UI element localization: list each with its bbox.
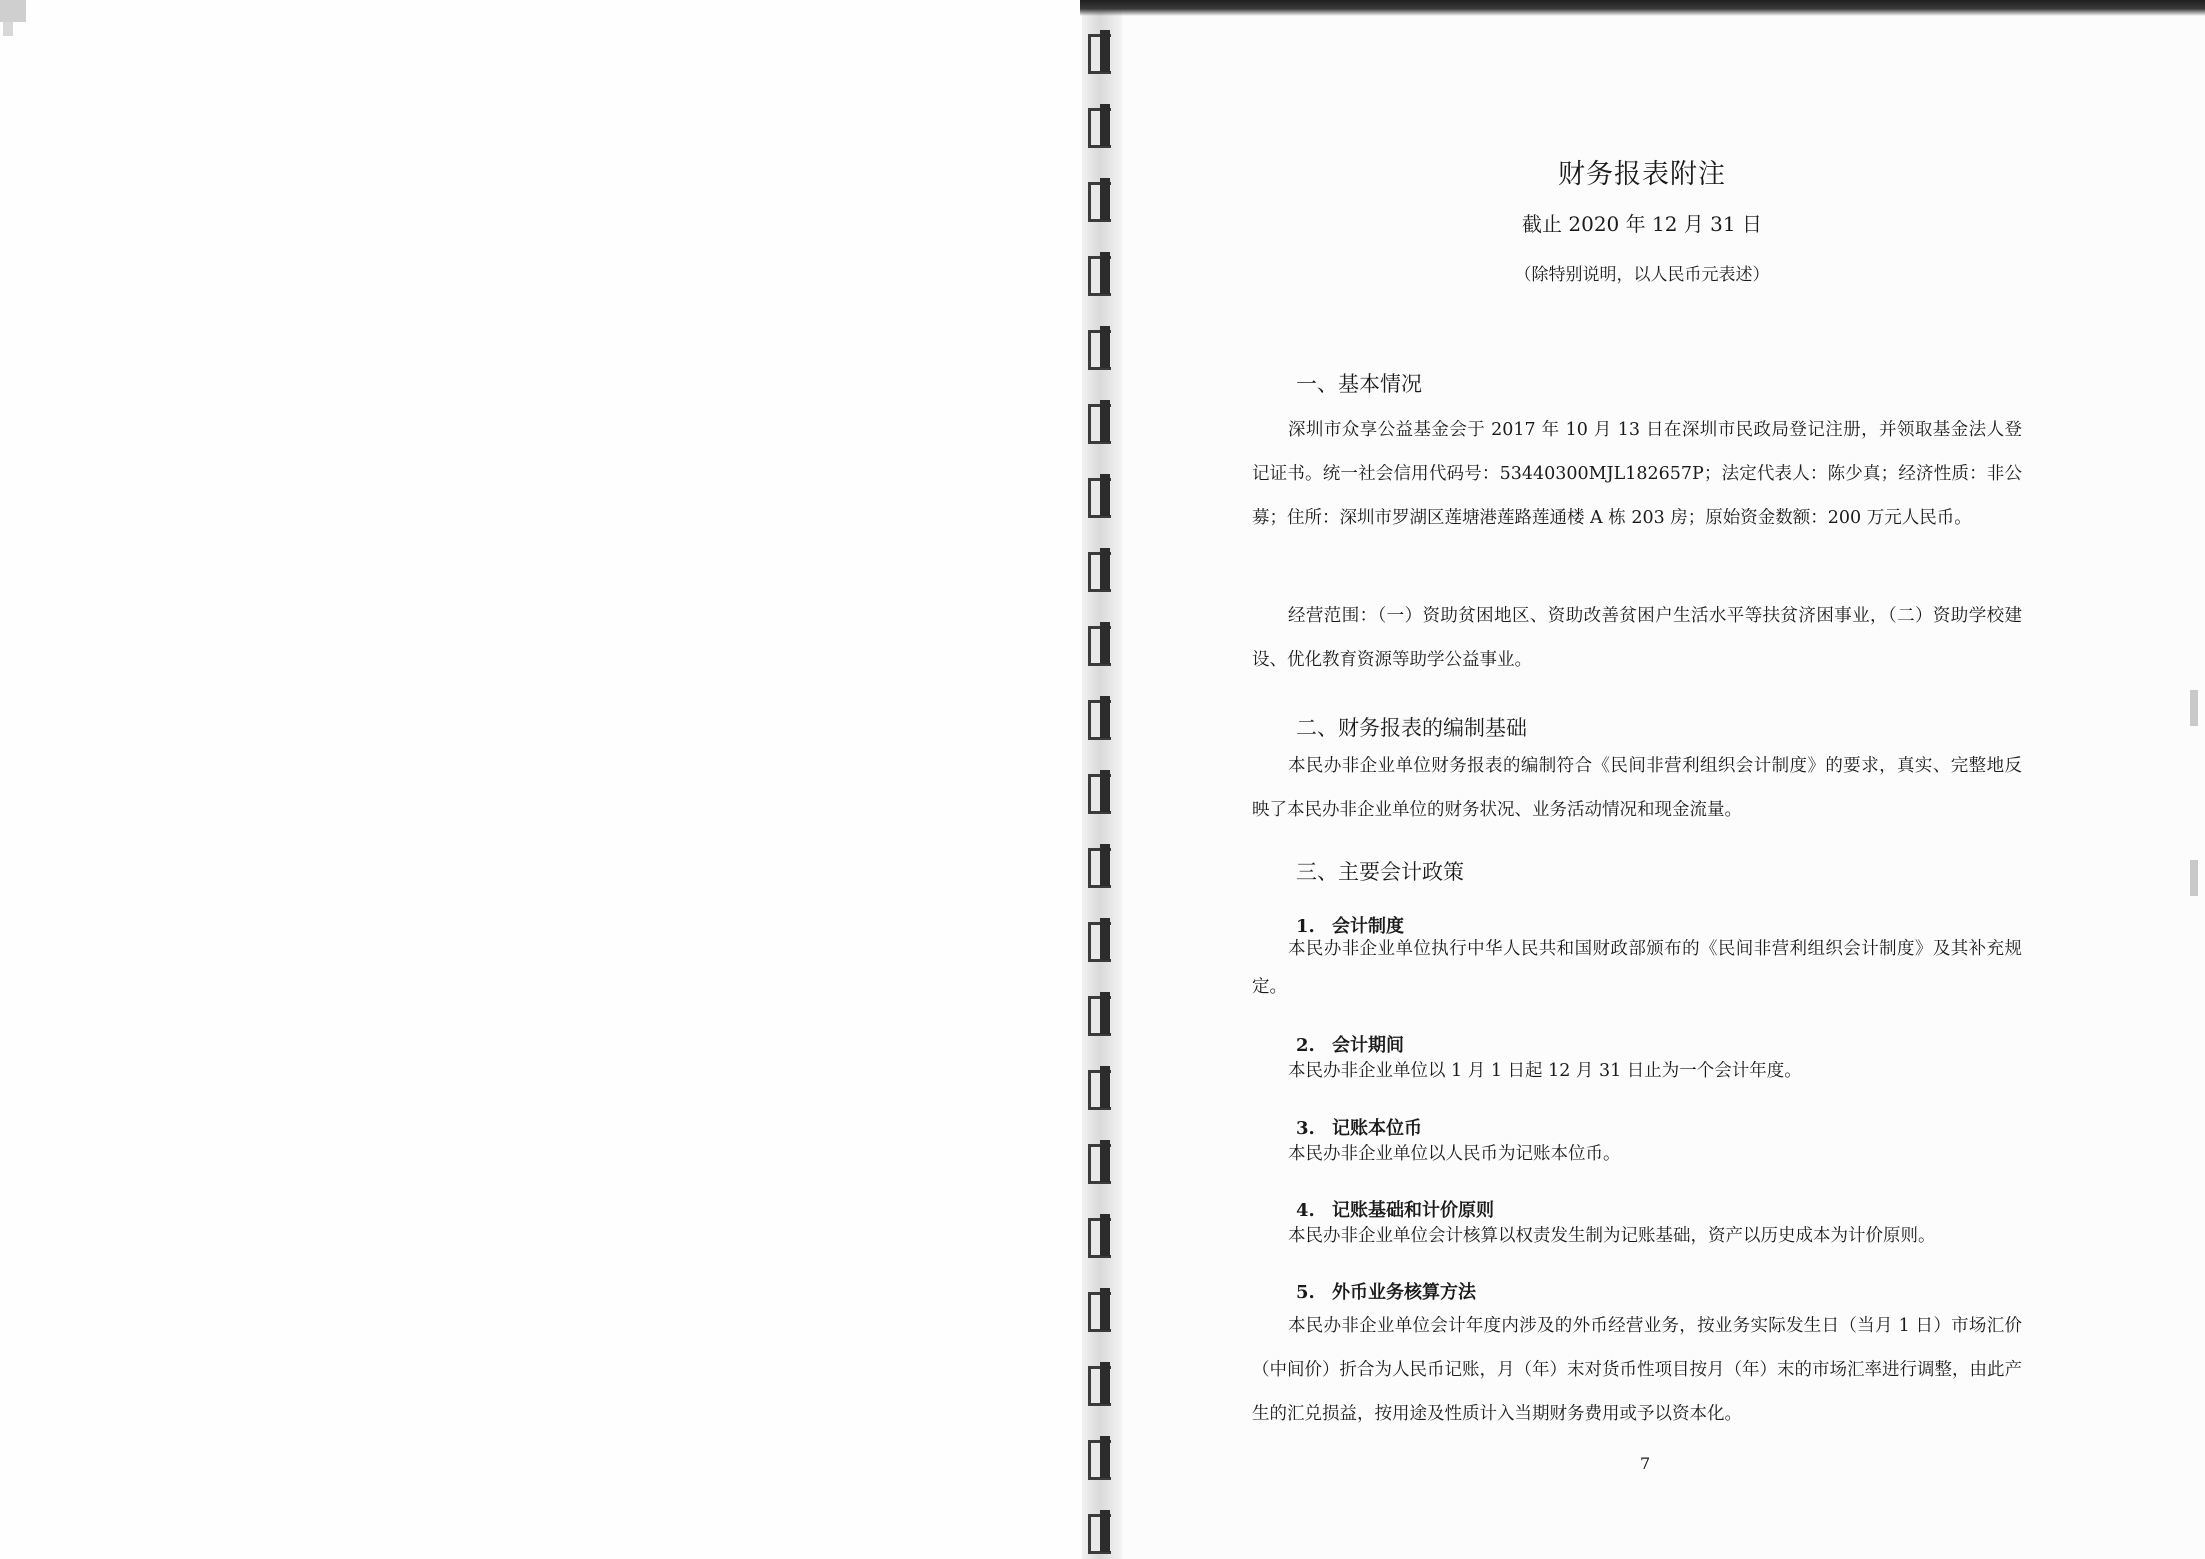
edge-mark bbox=[2190, 860, 2198, 896]
binding-ring bbox=[1088, 178, 1114, 220]
binding-ring bbox=[1088, 918, 1114, 960]
policy-item-heading: 3. 记账本位币 bbox=[1296, 1118, 1422, 1139]
binding-ring bbox=[1088, 1066, 1114, 1108]
binding-ring bbox=[1088, 622, 1114, 664]
page-number: 7 bbox=[1640, 1454, 1651, 1473]
currency-note: （除特别说明，以人民币元表述） bbox=[1514, 265, 1770, 285]
policy-item-text: 本民办非企业单位执行中华人民共和国财政部颁布的《民间非营利组织会计制度》及其补充规定。 bbox=[1252, 939, 2022, 997]
binding-ring bbox=[1088, 844, 1114, 886]
binding-ring bbox=[1088, 1140, 1114, 1182]
policy-item-heading: 5. 外币业务核算方法 bbox=[1296, 1282, 1476, 1303]
binding-ring bbox=[1088, 400, 1114, 442]
binding-ring bbox=[1088, 474, 1114, 516]
policy-item-text: 本民办非企业单位会计年度内涉及的外币经营业务，按业务实际发生日（当月 1 日）市场汇价（中间价）折合为人民币记账，月（年）末对货币性项目按月（年）末的市场汇率进行调整，由此产生的汇兑损益，按用途及性质计入当期财务费用或予以资本化。 bbox=[1252, 1316, 2022, 1424]
binding-ring bbox=[1088, 252, 1114, 294]
left-blank-page bbox=[0, 0, 1092, 1559]
section-basic-paragraph: 深圳市众享公益基金会于 2017 年 10 月 13 日在深圳市民政局登记注册，并领取基金法人登记证书。统一社会信用代码号：53440300MJL182657P；法定代表人：陈少真；经济性质：非公募；住所：深圳市罗湖区莲塘港莲路莲通楼 A 栋 203 房；原始资金数额：200 万元人民币。 bbox=[1252, 420, 2022, 528]
binding-ring bbox=[1088, 1214, 1114, 1256]
section-heading-basis: 二、财务报表的编制基础 bbox=[1296, 716, 1527, 740]
policy-item-text: 本民办非企业单位以人民币为记账本位币。 bbox=[1288, 1144, 1621, 1164]
document-title: 财务报表附注 bbox=[1558, 159, 1726, 190]
binding-ring bbox=[1088, 1288, 1114, 1330]
binding-ring bbox=[1088, 104, 1114, 146]
business-scope-paragraph: 经营范围：（一）资助贫困地区、资助改善贫困户生活水平等扶贫济困事业，（二）资助学校建设、优化教育资源等助学公益事业。 bbox=[1252, 606, 2022, 670]
section-heading-basic: 一、基本情况 bbox=[1296, 372, 1422, 396]
binding-ring bbox=[1088, 1362, 1114, 1404]
policy-item-heading: 4. 记账基础和计价原则 bbox=[1296, 1200, 1494, 1221]
policy-item-heading: 2. 会计期间 bbox=[1296, 1035, 1404, 1056]
binding-ring bbox=[1088, 1436, 1114, 1478]
edge-mark bbox=[2190, 690, 2198, 726]
policy-item-text: 本民办非企业单位以 1 月 1 日起 12 月 31 日止为一个会计年度。 bbox=[1288, 1061, 1802, 1081]
policy-item-text: 本民办非企业单位会计核算以权责发生制为记账基础，资产以历史成本为计价原则。 bbox=[1288, 1226, 1936, 1246]
binding-ring bbox=[1088, 770, 1114, 812]
policy-item-heading: 1. 会计制度 bbox=[1296, 916, 1404, 937]
section-basis-paragraph: 本民办非企业单位财务报表的编制符合《民间非营利组织会计制度》的要求，真实、完整地反映了本民办非企业单位的财务状况、业务活动情况和现金流量。 bbox=[1252, 756, 2022, 820]
corner-scan-mark bbox=[0, 0, 26, 22]
binding-ring bbox=[1088, 696, 1114, 738]
binding-ring bbox=[1088, 548, 1114, 590]
binding-ring bbox=[1088, 1510, 1114, 1552]
top-scan-shadow bbox=[1080, 0, 2205, 16]
report-date: 截止 2020 年 12 月 31 日 bbox=[1522, 212, 1762, 236]
binding-ring bbox=[1088, 992, 1114, 1034]
corner-scan-mark bbox=[3, 22, 13, 36]
section-heading-policies: 三、主要会计政策 bbox=[1296, 860, 1464, 884]
binding-ring bbox=[1088, 326, 1114, 368]
binding-ring bbox=[1088, 30, 1114, 72]
